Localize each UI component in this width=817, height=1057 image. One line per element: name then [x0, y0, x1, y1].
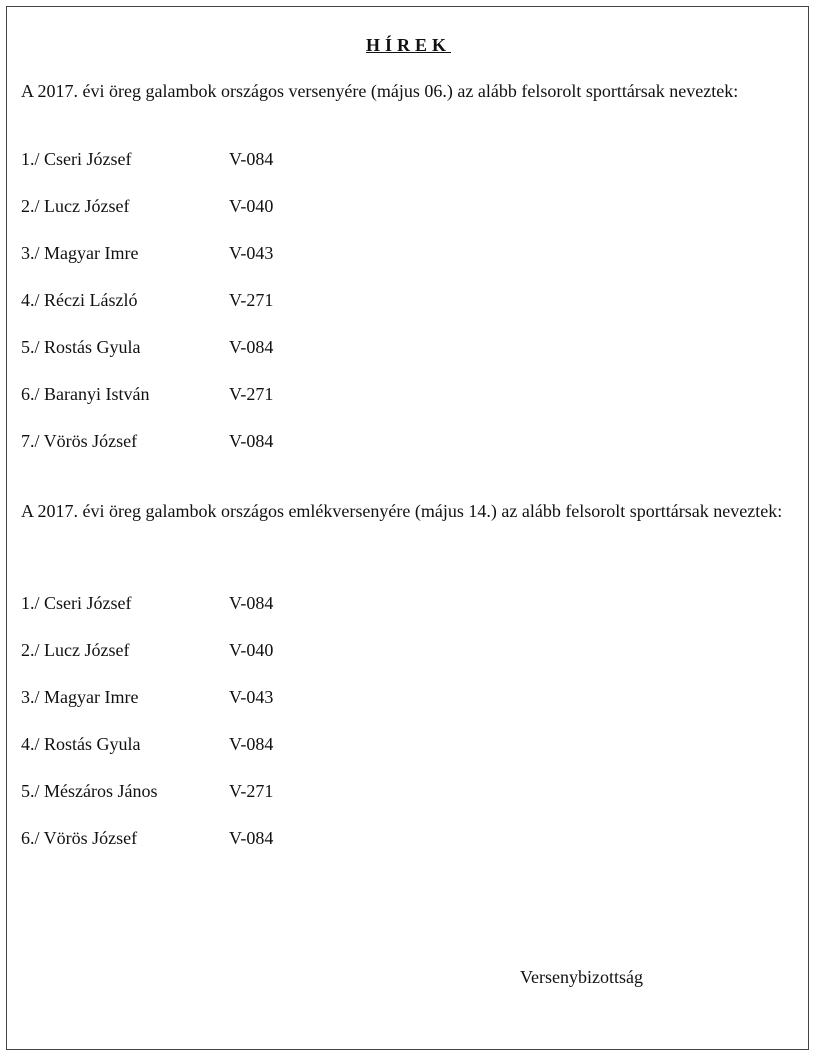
list-item	[21, 827, 421, 874]
entry-code: V-084	[229, 593, 274, 613]
list-item	[21, 242, 421, 289]
entry-name: 5./ Rostás Gyula	[21, 337, 141, 357]
entry-name: 6./ Vörös József	[21, 828, 138, 848]
entry-code: V-040	[229, 640, 274, 660]
entry-code: V-084	[229, 337, 274, 357]
page-title: HÍREK	[365, 35, 451, 55]
entry-code: V-084	[229, 828, 274, 848]
list-item	[21, 780, 421, 827]
entry-code: V-084	[229, 431, 274, 451]
section-1-intro: A 2017. évi öreg galambok országos versenyére (május 06.) az alább felsorolt sporttársak neveztek:	[21, 81, 739, 101]
list-item	[21, 430, 421, 477]
entry-name: 4./ Rostás Gyula	[21, 734, 141, 754]
entry-name: 3./ Magyar Imre	[21, 687, 139, 707]
list-item	[21, 686, 421, 733]
list-item	[21, 148, 421, 195]
entry-name: 5./ Mészáros János	[21, 781, 158, 801]
list-item	[21, 733, 421, 780]
section-2-entry-list	[21, 592, 421, 874]
entry-code: V-271	[229, 290, 274, 310]
signature: Versenybizottság	[520, 967, 643, 987]
entry-name: 2./ Lucz József	[21, 196, 130, 216]
entry-code: V-084	[229, 149, 274, 169]
entry-code: V-040	[229, 196, 274, 216]
entry-code: V-043	[229, 243, 274, 263]
list-item	[21, 195, 421, 242]
list-item	[21, 336, 421, 383]
entry-code: V-043	[229, 687, 274, 707]
list-item	[21, 289, 421, 336]
list-item	[21, 639, 421, 686]
entry-name: 6./ Baranyi István	[21, 384, 150, 404]
entry-name: 3./ Magyar Imre	[21, 243, 139, 263]
entry-name: 4./ Réczi László	[21, 290, 138, 310]
entry-name: 7./ Vörös József	[21, 431, 138, 451]
section-1-entry-list	[21, 148, 421, 477]
entry-name: 2./ Lucz József	[21, 640, 130, 660]
list-item	[21, 592, 421, 639]
entry-code: V-271	[229, 384, 274, 404]
list-item	[21, 383, 421, 430]
entry-code: V-084	[229, 734, 274, 754]
entry-name: 1./ Cseri József	[21, 593, 132, 613]
entry-code: V-271	[229, 781, 274, 801]
entry-name: 1./ Cseri József	[21, 149, 132, 169]
section-2-intro: A 2017. évi öreg galambok országos emlékversenyére (május 14.) az alább felsorolt sporttársak neveztek:	[21, 501, 783, 521]
